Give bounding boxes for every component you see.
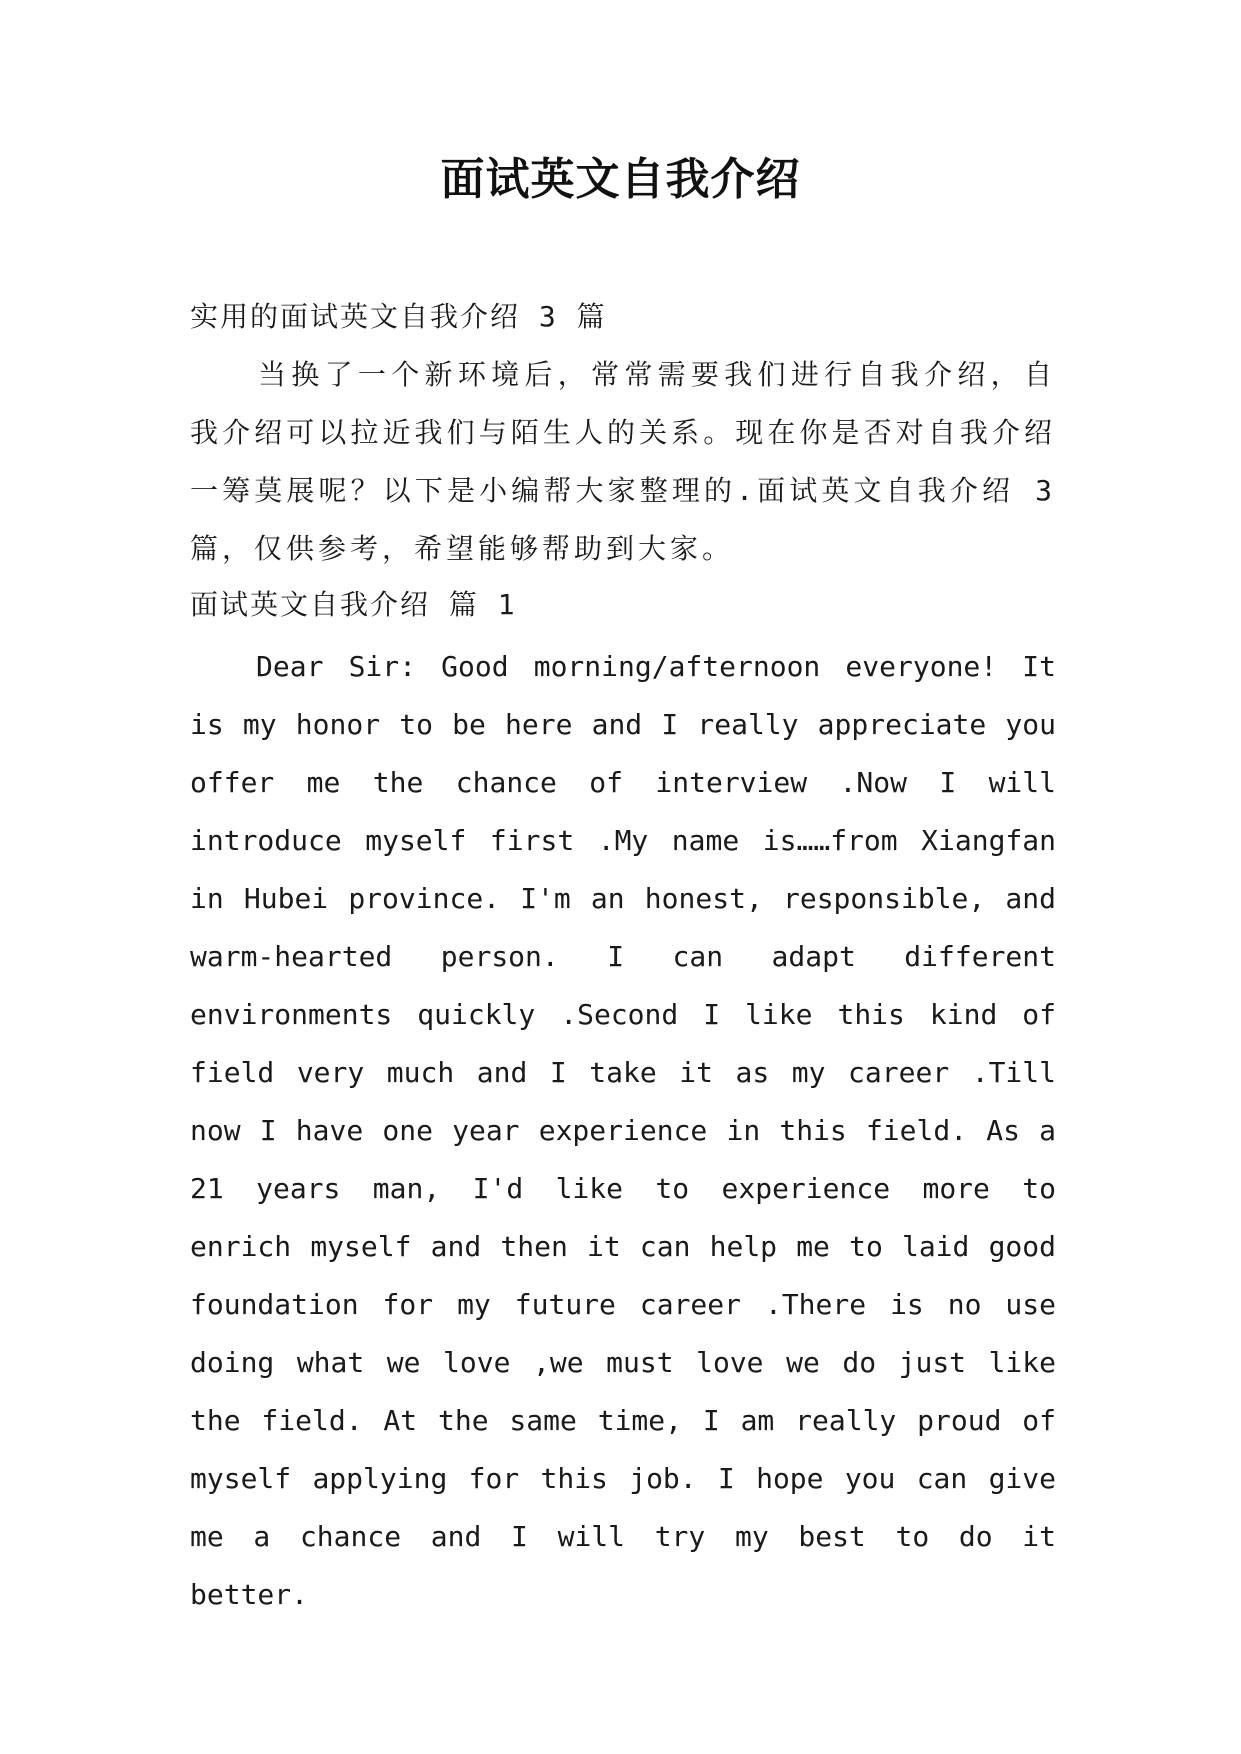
- document-title: 面试英文自我介绍: [440, 154, 801, 205]
- section-heading: 面试英文自我介绍 篇 1: [190, 588, 517, 621]
- document-subtitle: 实用的面试英文自我介绍 3 篇: [190, 300, 607, 333]
- english-paragraph: Dear Sir: Good morning/afternoon everyone! It is my honor to be here and I really appreciate you offer me the chance of interview .Now I will introduce myself first .My name is……from Xiangfan in Hubei province. I'm an honest, responsible, and warm-hearted person. I can adapt different environments quickly .Second I like this kind of field very much and I take it as my career .Till now I have one year experience in this field. As a 21 years man, I'd like to experience more to enrich myself and then it can help me to laid good foundation for my future career .There is no use doing what we love ,we must love we do just like the field. At the same time, I am really proud of myself applying for this job. I hope you can give me a chance and I will try my best to do it better.: [190, 650, 1056, 1611]
- intro-paragraph: 当换了一个新环境后，常常需要我们进行自我介绍，自我介绍可以拉近我们与陌生人的关系。现在你是否对自我介绍一筹莫展呢？以下是小编帮大家整理的.面试英文自我介绍 3 篇，仅供参考，希望能够帮助到大家。: [190, 358, 1056, 565]
